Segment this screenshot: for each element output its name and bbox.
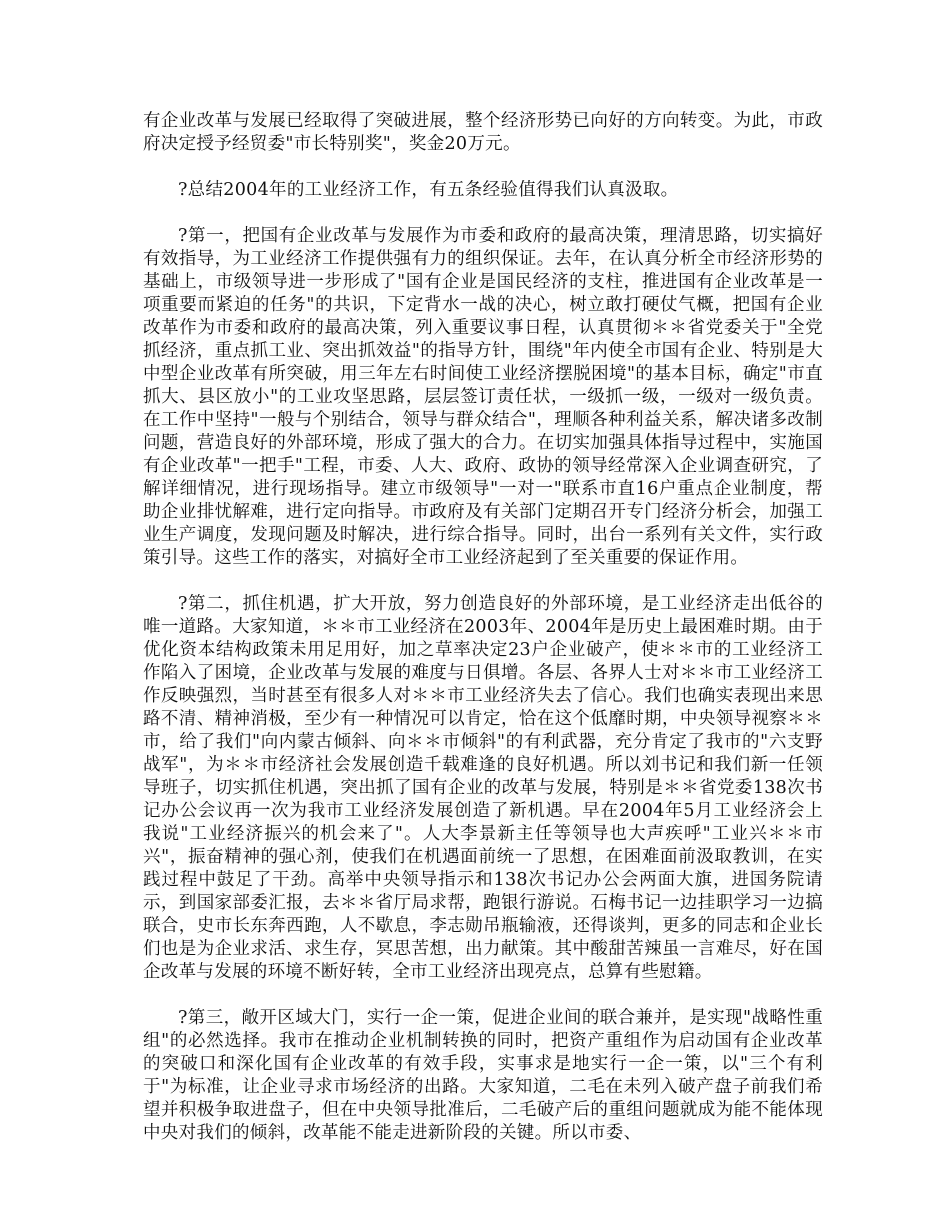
paragraph-experience-2: ?第二，抓住机遇，扩大开放，努力创造良好的外部环境，是工业经济走出低谷的唯一道路。大家知道，＊＊市工业经济在2003年、2004年是历史上最困难时期。由于优化资本结构政策未用足用好，加之草率决定23户企业破产，使＊＊市的工业经济工作陷入了困境，企业改革与发展的难度与日俱增。各层、各界人士对＊＊市工业经济工作反映强烈，当时甚至有很多人对＊＊市工业经济失去了信心。我们也确实表现出来思路不清、精神消极，至少有一种情况可以肯定，恰在这个低靡时期，中央领导视察＊＊市，给了我们"向内蒙古倾斜、向＊＊市倾斜"的有利武器，充分肯定了我市的"六支野战军"，为＊＊市经济社会发展创造千载难逢的良好机遇。所以刘书记和我们新一任领导班子，切实抓住机遇，突出抓了国有企业的改革与发展，特别是＊＊省党委138次书记办公会议再一次为我市工业经济发展创造了新机遇。早在2004年5月工业经济会上我说"工业经济振兴的机会来了"。人大李景新主任等领导也大声疾呼"工业兴＊＊市兴"，振奋精神的强心剂，使我们在机遇面前统一了思想，在困难面前汲取教训，在实践过程中鼓足了干劲。高举中央领导指示和138次书记办公会两面大旗，进国务院请示，到国家部委汇报，去＊＊省厅局求帮，跑银行游说。石梅书记一边挂职学习一边搞联合，史市长东奔西跑，人不歇息，李志勋吊瓶输液，还得谈判，更多的同志和企业长们也是为企业求活、求生存，冥思苦想，出力献策。其中酸甜苦辣虽一言难尽，好在国企改革与发展的环境不断好转，全市工业经济出现亮点，总算有些慰籍。 [143,594,823,982]
paragraph-summary: ?总结2004年的工业经济工作，有五条经验值得我们认真汲取。 [178,180,679,200]
document-body [143,110,823,1145]
paragraph-continuation: 有企业改革与发展已经取得了突破进展，整个经济形势已向好的方向转变。为此，市政府决定授予经贸委"市长特别奖"，奖金20万元。 [143,111,823,154]
paragraph-experience-3: ?第三，敞开区域大门，实行一企一策，促进企业间的联合兼并，是实现"战略性重组"的必然选择。我市在推动企业机制转换的同时，把资产重组作为启动国有企业改革的突破口和深化国有企业改革的有效手段，实事求是地实行一企一策，以"三个有利于"为标准，让企业寻求市场经济的出路。大家知道，二毛在未列入破产盘子前我们希望并积极争取进盘子，但在中央领导批准后，二毛破产后的重组问题就成为能不能体现中央对我们的倾斜，改革能不能走进新阶段的关键。所以市委、 [143,1008,823,1143]
paragraph-experience-1: ?第一，把国有企业改革与发展作为市委和政府的最高决策，理清思路，切实搞好有效指导，为工业经济工作提供强有力的组织保证。去年，在认真分析全市经济形势的基础上，市级领导进一步形成了"国有企业是国民经济的支柱，推进国有企业改革是一项重要而紧迫的任务"的共识，下定背水一战的决心，树立敢打硬仗气概，把国有企业改革作为市委和政府的最高决策，列入重要议事日程，认真贯彻＊＊省党委关于"全党抓经济，重点抓工业、突出抓效益"的指导方针，围绕"年内使全市国有企业、特别是大中型企业改革有所突破，用三年左右时间使工业经济摆脱困境"的基本目标，确定"市直抓大、县区放小"的工业攻坚思路，层层签订责任状，一级抓一级，一级对一级负责。在工作中坚持"一般与个别结合，领导与群众结合"，理顺各种利益关系，解决诸多改制问题，营造良好的外部环境，形成了强大的合力。在切实加强具体指导过程中，实施国有企业改革"一把手"工程，市委、人大、政府、政协的领导经常深入企业调查研究，了解详细情况，进行现场指导。建立市级领导"一对一"联系市直16户重点企业制度，帮助企业排忧解难，进行定向指导。市政府及有关部门定期召开专门经济分析会，加强工业生产调度，发现问题及时解决，进行综合指导。同时，出台一系列有关文件，实行政策引导。这些工作的落实，对搞好全市工业经济起到了至关重要的保证作用。 [143,226,823,568]
